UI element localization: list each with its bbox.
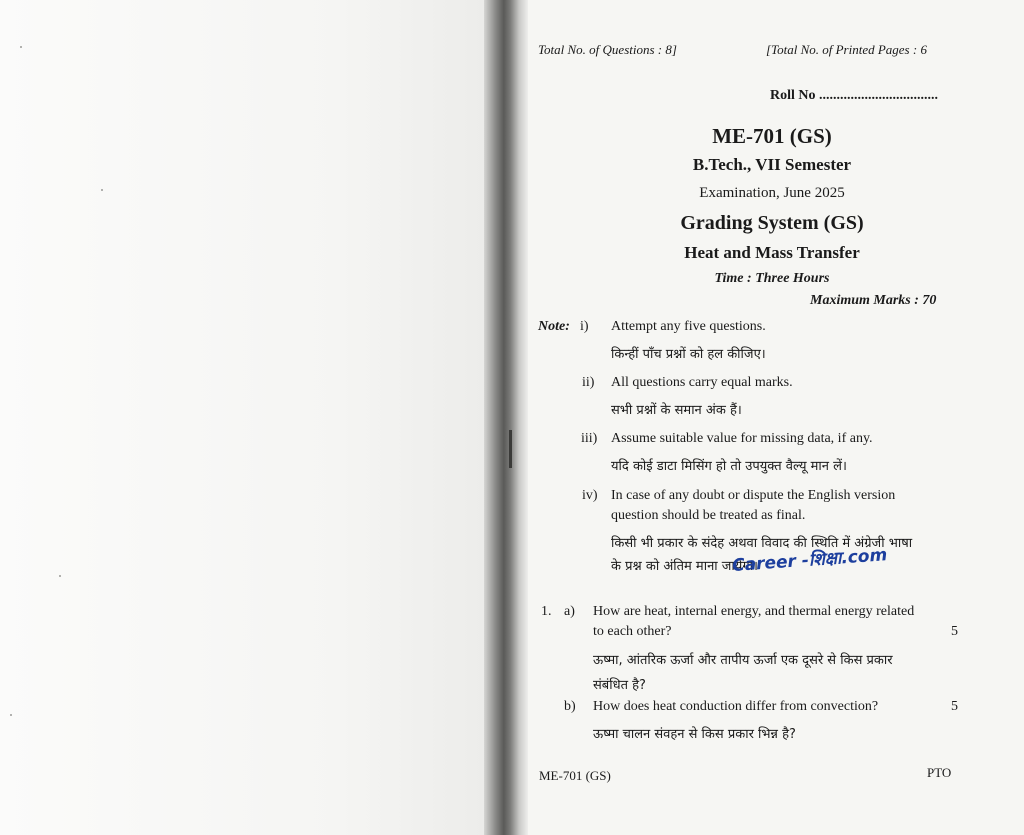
handwritten-watermark: Career -शिक्षा.com: [731, 545, 888, 576]
question-text: How are heat, internal energy, and thermal energy related: [593, 604, 915, 619]
note-text: question should be treated as final.: [611, 508, 806, 523]
note-text-hindi: सभी प्रश्नों के समान अंक हैं।: [611, 403, 742, 418]
note-label: Note:: [538, 319, 570, 334]
question-text: How does heat conduction differ from convection?: [593, 699, 879, 714]
question-text-hindi: ऊष्मा चालन संवहन से किस प्रकार भिन्न है?: [593, 727, 796, 742]
note-number: iii): [581, 431, 598, 446]
note-number: iv): [582, 488, 598, 503]
note-number: ii): [582, 375, 595, 390]
question-number: 1.: [541, 604, 552, 619]
footer-pto: PTO: [927, 765, 952, 780]
subject-title: Heat and Mass Transfer: [684, 243, 860, 262]
question-part-label: b): [564, 699, 576, 714]
question-text-hindi: ऊष्मा, आंतरिक ऊर्जा और तापीय ऊर्जा एक दूसरे से किस प्रकार: [593, 653, 893, 668]
total-printed-pages: [Total No. of Printed Pages : 6: [766, 42, 927, 57]
note-text-hindi: यदि कोई डाटा मिसिंग हो तो उपयुक्त वैल्यू मान लें।: [611, 459, 847, 474]
note-text-hindi: किसी भी प्रकार के संदेह अथवा विवाद की स्थिति में अंग्रेजी भाषा: [611, 536, 913, 551]
blank-left-page: [0, 0, 488, 835]
note-text: Assume suitable value for missing data, if any.: [611, 431, 873, 446]
note-text: In case of any doubt or dispute the English version: [611, 488, 896, 503]
note-text-hindi: किन्हीं पाँच प्रश्नों को हल कीजिए।: [611, 347, 766, 362]
exam-session: Examination, June 2025: [699, 185, 845, 201]
note-text: All questions carry equal marks.: [611, 375, 793, 390]
question-marks: 5: [951, 624, 958, 639]
dust-speck: [59, 575, 61, 577]
note-text-hindi: के प्रश्न को अंतिम माना जायेगा।: [611, 559, 758, 574]
note-number: i): [580, 319, 589, 334]
course-name: B.Tech., VII Semester: [692, 155, 852, 174]
exam-duration: Time : Three Hours: [714, 271, 830, 286]
note-text: Attempt any five questions.: [611, 319, 766, 334]
maximum-marks: Maximum Marks : 70: [810, 293, 937, 308]
question-text-hindi: संबंधित है?: [593, 678, 646, 693]
question-part-label: a): [564, 604, 575, 619]
dust-speck: [101, 189, 103, 191]
question-text: to each other?: [593, 624, 672, 639]
paper-code: ME-701 (GS): [712, 124, 832, 148]
dust-speck: [20, 46, 22, 48]
roll-number-field: Roll No ..................................: [770, 88, 938, 103]
footer-paper-code: ME-701 (GS): [539, 768, 611, 783]
total-questions: Total No. of Questions : 8]: [538, 42, 677, 57]
gutter-staple-mark: [509, 430, 512, 468]
grading-system: Grading System (GS): [680, 212, 864, 234]
dust-speck: [10, 714, 12, 716]
question-marks: 5: [951, 699, 958, 714]
